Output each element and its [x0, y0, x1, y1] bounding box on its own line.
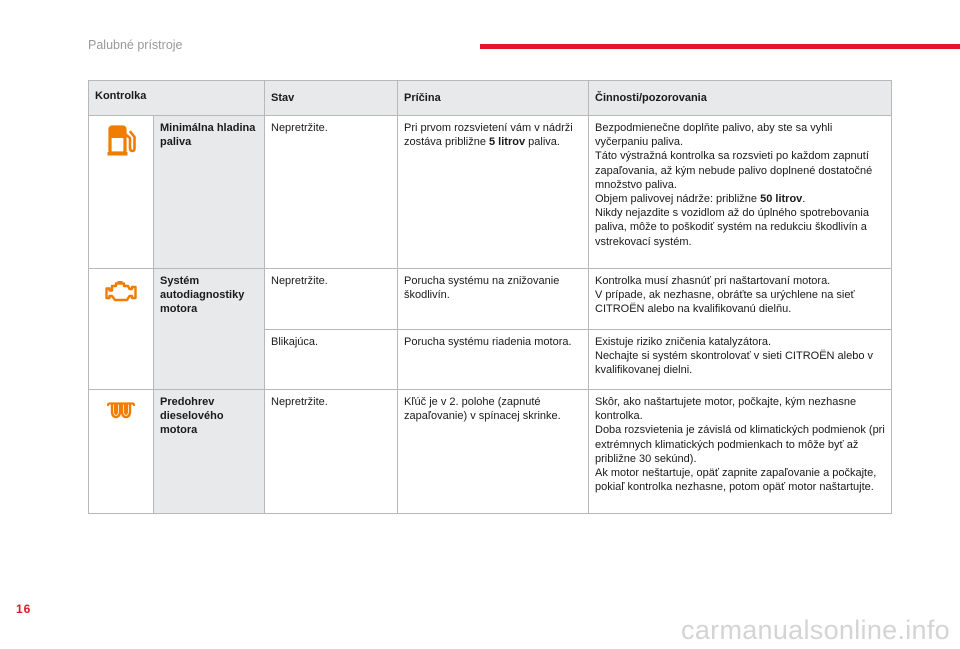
cinnosti-line: V prípade, ak nezhasne, obráťte sa urýchlene na sieť CITROËN alebo na kvalifikovanú dielňu. [595, 289, 855, 316]
stav-cell: Blikajúca. [265, 330, 398, 390]
cinnosti-cell [589, 330, 892, 390]
cinnosti-cell [589, 390, 892, 514]
watermark-text: carmanualsonline.info [681, 615, 950, 645]
fuel-pump-icon [106, 125, 136, 157]
icon-cell [89, 390, 154, 514]
cinnosti-line: Táto výstražná kontrolka sa rozsvieti po každom zapnutí zapaľovania, až kým nebude palivo doplnené dostatočné množstvo paliva. [595, 150, 873, 191]
table-row [89, 116, 892, 269]
warning-light-name: Predohrev dieselového motora [154, 390, 265, 514]
pricina-text: Pri prvom rozsvietení vám v nádrži zostáva približne [404, 122, 573, 149]
icon-cell [89, 116, 154, 269]
stav-cell: Nepretržite. [265, 116, 398, 269]
pricina-cell: Porucha systému riadenia motora. [398, 330, 589, 390]
cinnosti-line: Ak motor neštartuje, opäť zapnite zapaľovanie a počkajte, pokiaľ kontrolka nezhasne, potom opäť motor naštartujte. [595, 467, 877, 494]
tank-capacity-end: . [802, 193, 806, 206]
pricina-cell: Kľúč je v 2. polohe (zapnuté zapaľovanie) v spínacej skrinke. [398, 390, 589, 514]
warning-light-name: Systém autodiagnostiky motora [154, 269, 265, 390]
header-kontrolka: Kontrolka [89, 81, 265, 116]
cinnosti-cell [589, 269, 892, 330]
warning-lights-table [88, 80, 892, 514]
header-stav: Stav [265, 81, 398, 116]
cinnosti-line: Kontrolka musí zhasnúť pri naštartovaní motora. [595, 275, 831, 287]
page-number: 16 [16, 602, 32, 616]
table-row [89, 390, 892, 514]
cinnosti-line: Bezpodmienečne doplňte palivo, aby ste sa vyhli vyčerpaniu paliva. [595, 122, 833, 149]
cinnosti-line: Doba rozsvietenia je závislá od klimatických podmienok (pri extrémnych klimatických podmienkach to môže byť až približne 30 sekúnd). [595, 424, 885, 465]
pricina-cell [398, 116, 589, 269]
icon-cell [89, 269, 154, 390]
engine-icon [105, 279, 137, 303]
table-header-row [89, 81, 892, 116]
pricina-cell: Porucha systému na znižovanie škodlivín. [398, 269, 589, 330]
tank-capacity-value: 50 litrov [760, 193, 803, 206]
page-header-title: Palubné prístroje [88, 38, 183, 52]
warning-light-name: Minimálna hladina paliva [154, 116, 265, 269]
cinnosti-line: Existuje riziko zničenia katalyzátora. [595, 336, 772, 348]
tank-capacity-text: Objem palivovej nádrže: približne [595, 193, 761, 206]
table-row [89, 269, 892, 330]
cinnosti-cell [589, 116, 892, 269]
stav-cell: Nepretržite. [265, 269, 398, 330]
glow-plug-icon [106, 402, 136, 420]
header-accent-bar [480, 44, 960, 49]
cinnosti-line: Nikdy nejazdite s vozidlom až do úplného spotrebovania paliva, môže to poškodiť systém na redukciu škodlivín a vstrekovací systém. [595, 207, 869, 248]
stav-cell: Nepretržite. [265, 390, 398, 514]
header-cinnosti: Činnosti/pozorovania [589, 81, 892, 116]
pricina-text-end: paliva. [525, 136, 560, 149]
header-pricina: Príčina [398, 81, 589, 116]
cinnosti-line: Skôr, ako naštartujete motor, počkajte, kým nezhasne kontrolka. [595, 396, 857, 423]
pricina-bold-value: 5 litrov [489, 136, 526, 149]
cinnosti-line [595, 192, 885, 206]
cinnosti-line: Nechajte si systém skontrolovať v sieti CITROËN alebo v kvalifikovanej dielni. [595, 350, 873, 377]
